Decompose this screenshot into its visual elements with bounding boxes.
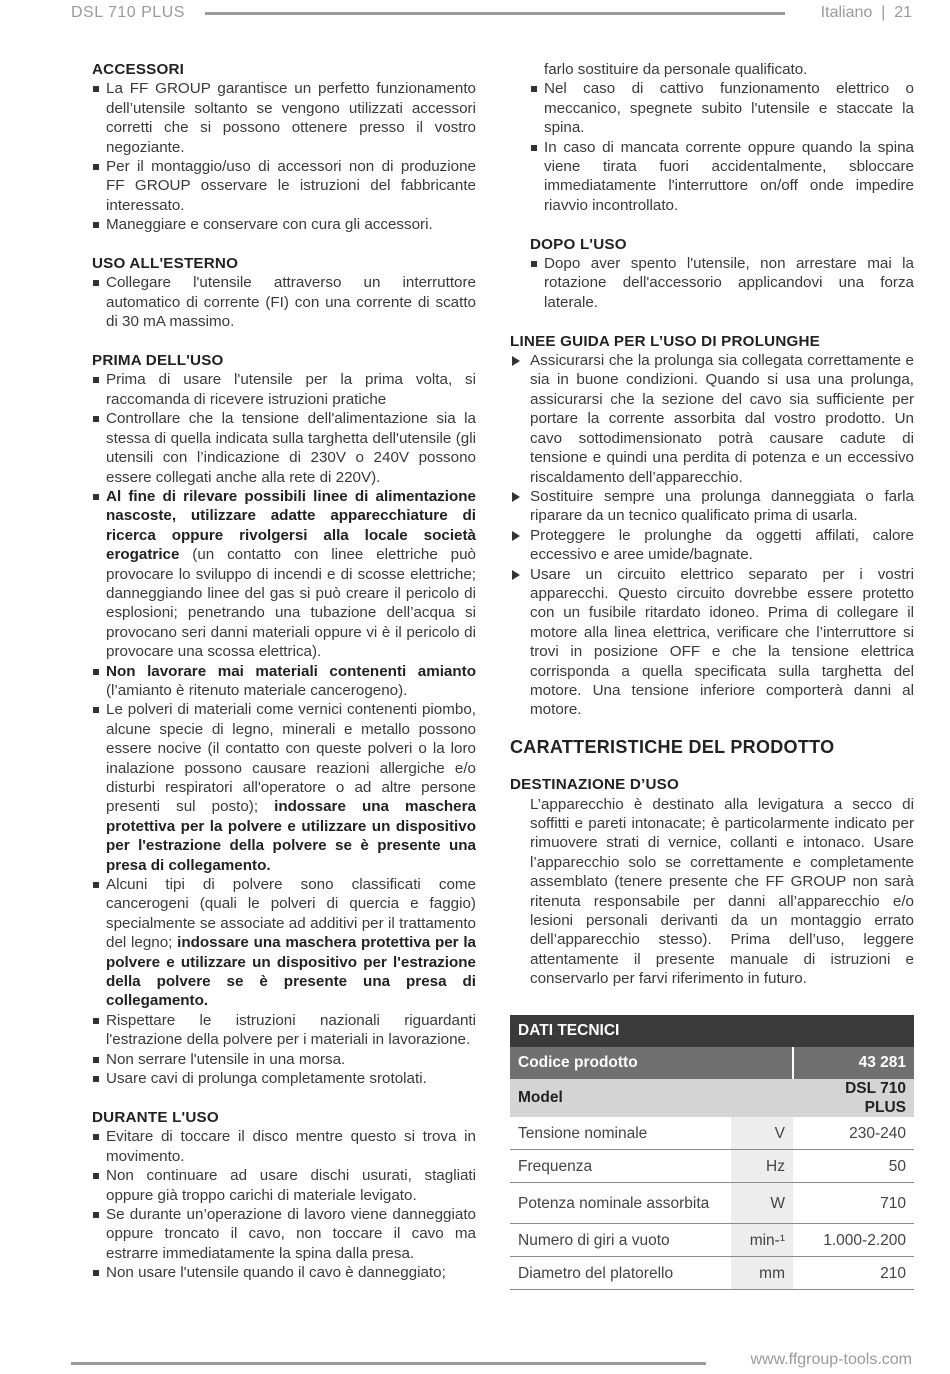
- spec-unit: min-¹: [731, 1224, 793, 1257]
- section-title-esterno: USO ALL'ESTERNO: [92, 255, 239, 273]
- list-item: Controllare che la tensione dell'alimentazione sia la stessa di quella indicata sulla targhetta dell'utensile (gli utensili con l’indicazione di 230V o 240V possono essere collegati anche alla rete di 220V).: [92, 409, 476, 487]
- list-dopo: [510, 254, 914, 312]
- section-title-accessori: ACCESSORI: [92, 61, 185, 78]
- list-item: La FF GROUP garantisce un perfetto funzionamento dell’utensile soltanto se vengono utilizzati accessori corretti che si possono ottenere presso il vostro negoziante.: [92, 79, 476, 157]
- bold-text: indossare una maschera protettiva per la polvere e utilizzare un dispositivo per l'estrazione della polvere se è presente una presa di collegamento.: [106, 934, 476, 1010]
- list-item: Assicurarsi che la prolunga sia collegata correttamente e sia in buone condizioni. Quando si usa una prolunga, assicurarsi che la sezione del cavo sia sufficiente per portare la corrente assorbita dal vostro prodotto. Un cavo sottodimensionato potrà causare cadute di tensione e quindi una perdita di potenza e un eccessivo riscaldamento dell’apparecchio.: [510, 351, 914, 487]
- header-separator: |: [881, 4, 886, 21]
- spec-unit: W: [731, 1183, 793, 1224]
- list-item: Nel caso di cattivo funzionamento elettrico o meccanico, spegnete subito l'utensile e staccate la spina.: [530, 79, 914, 137]
- list-item: Per il montaggio/uso di accessori non di produzione FF GROUP osservare le istruzioni del fabbricante interessato.: [92, 157, 476, 215]
- spec-label: Numero di giri a vuoto: [510, 1224, 731, 1257]
- right-column: [510, 60, 914, 1290]
- page-number: 21: [894, 4, 912, 21]
- spec-unit: Hz: [731, 1150, 793, 1183]
- body-text: (l’amianto è ritenuto materiale cancerogeno).: [106, 681, 408, 699]
- table-row: [510, 1183, 914, 1224]
- list-item: Rispettare le istruzioni nazionali riguardanti l'estrazione della polvere per i materiali in lavorazione.: [92, 1011, 476, 1050]
- list-esterno: [92, 273, 476, 331]
- list-item: Collegare l'utensile attraverso un interruttore automatico di corrente (FI) con una corrente di scatto di 30 mA massimo.: [92, 273, 476, 331]
- body-text: (un contatto con linee elettriche può provocare lo sviluppo di incendi e di scosse elettriche; danneggiando linee del gas si può creare il pericolo di esplosioni; penetrando una tubazione dell’acqua si provocano seri danni materiali oppure vi è il pericolo di provocare una scossa elettrica).: [106, 546, 476, 661]
- footer-rule: [71, 1362, 706, 1365]
- section-title-durante: DURANTE L'USO: [92, 1108, 219, 1126]
- spec-label: Frequenza: [510, 1150, 731, 1183]
- list-item: [92, 700, 476, 875]
- heading-caratteristiche: CARATTERISTICHE DEL PRODOTTO: [510, 736, 835, 757]
- table-model-row: [510, 1079, 914, 1118]
- body-text: Le polveri di materiali come vernici contenenti piombo, alcune specie di legno, minerali e metallo possono essere nocive (il contatto con queste polveri o la loro inalazione possono causare reazioni allergiche e/o disturbi respiratori all'operatore o ad altre persone presenti sul posto);: [106, 701, 476, 816]
- list-item: Non serrare l'utensile in una morsa.: [92, 1050, 476, 1069]
- footer-url[interactable]: www.ffgroup-tools.com: [750, 1351, 912, 1368]
- table-row: [510, 1117, 914, 1150]
- spec-unit: mm: [731, 1257, 793, 1290]
- list-item: Non continuare ad usare dischi usurati, stagliati oppure già troppo carichi di materiale levigato.: [92, 1166, 476, 1205]
- list-item: [92, 487, 476, 662]
- header-page-info: [821, 4, 912, 22]
- list-item: [92, 875, 476, 1011]
- list-item: In caso di mancata corrente oppure quando la spina viene tirata fuori accidentalmente, sbloccare immediatamente l'interruttore on/off onde impedire riavvio incontrollato.: [530, 138, 914, 216]
- header-language: Italiano: [820, 4, 873, 21]
- list-item: Non usare l'utensile quando il cavo è danneggiato;: [92, 1263, 476, 1282]
- spec-value: 1.000-2.200: [793, 1224, 914, 1257]
- spec-value: 710: [793, 1183, 914, 1224]
- list-durante-cont: [510, 79, 914, 215]
- table-row: [510, 1224, 914, 1257]
- list-durante: [92, 1127, 476, 1282]
- list-item: Sostituire sempre una prolunga danneggiata o farla riparare da un tecnico qualificato prima di usarla.: [510, 487, 914, 526]
- list-item: Evitare di toccare il disco mentre questo si trova in movimento.: [92, 1127, 476, 1166]
- list-item: Se durante un’operazione di lavoro viene danneggiato oppure troncato il cavo, non toccare il cavo ma estrarre immediatamente la spina dalla presa.: [92, 1205, 476, 1263]
- list-prolunghe: [510, 351, 914, 720]
- table-title-row: [510, 1015, 914, 1047]
- spec-value: 210: [793, 1257, 914, 1290]
- destinazione-text: L’apparecchio è destinato alla levigatura a secco di soffitti e pareti intonacate; è particolarmente indicato per rimuovere strati di vernice, collanti e intonaco. Usare l’apparecchio solo se correttamente e completamente assemblato (tenere presente che FF GROUP non sarà ritenuta responsabile per danni all’apparecchio e/o lesioni personali derivanti da un montaggio errato dell’apparecchio stesso). Prima dell’uso, leggere attentamente il presente manuale di istruzioni e conservarlo per farvi riferimento in futuro.: [530, 795, 914, 988]
- list-accessori: [92, 79, 476, 234]
- spec-label: Tensione nominale: [510, 1117, 731, 1150]
- list-item: [92, 662, 476, 701]
- technical-data-table: [510, 1015, 914, 1291]
- list-item: Dopo aver spento l'utensile, non arrestare mai la rotazione dell'accessorio applicandovi una forza laterale.: [530, 254, 914, 312]
- list-item: Maneggiare e conservare con cura gli accessori.: [92, 215, 476, 234]
- bold-text: indossare una maschera protettiva per la polvere e utilizzare un dispositivo per l'estrazione della polvere se è presente una presa di collegamento.: [106, 798, 476, 874]
- continuation-text: farlo sostituire da personale qualificato.: [544, 61, 808, 78]
- left-column: [92, 60, 476, 1283]
- section-title-prima: PRIMA DELL'USO: [92, 352, 224, 370]
- list-item: Proteggere le prolunghe da oggetti affilati, calore eccessivo e aree umide/bagnate.: [510, 526, 914, 565]
- body-text: Alcuni tipi di polvere sono classificati come cancerogeni (quali le polveri di quercia e faggio) specialmente se associate ad additivi per il trattamento del legno;: [106, 876, 476, 952]
- section-title-prolunghe: LINEE GUIDA PER L’USO DI PROLUNGHE: [510, 332, 821, 350]
- section-title-dopo: DOPO L'USO: [530, 235, 627, 253]
- spec-label: Diametro del platorello: [510, 1257, 731, 1290]
- table-code-row: [510, 1047, 914, 1079]
- list-item: Prima di usare l'utensile per la prima volta, si raccomanda di ricevere istruzioni pratiche: [92, 370, 476, 409]
- model-value: DSL 710 PLUS: [793, 1079, 914, 1118]
- model-label: Model: [510, 1079, 793, 1118]
- spec-value: 50: [793, 1150, 914, 1183]
- bold-text: Non lavorare mai materiali contenenti amianto: [106, 662, 476, 680]
- header-rule: [205, 12, 785, 15]
- spec-label: Potenza nominale assorbita: [510, 1183, 731, 1224]
- bold-text: Al fine di rilevare possibili linee di alimentazione nascoste, utilizzare adatte apparecchiature di ricerca oppure rivolgersi alla locale società erogatrice: [106, 487, 476, 564]
- spec-value: 230-240: [793, 1117, 914, 1150]
- table-title: DATI TECNICI: [510, 1015, 914, 1047]
- table-row: [510, 1150, 914, 1183]
- list-prima: [92, 370, 476, 1088]
- table-row: [510, 1257, 914, 1290]
- list-item: Usare un circuito elettrico separato per i vostri apparecchi. Questo circuito dovrebbe essere protetto con un fusibile ritardato idoneo. Prima di collegare il motore alla linea elettrica, verificare che l’interruttore si trovi in posizione OFF e che la tensione elettrica corrisponda a quella specificata sulla targhetta del motore. Una tensione inferiore comporterà danni al motore.: [510, 565, 914, 720]
- section-title-destinazione: DESTINAZIONE D’USO: [510, 776, 679, 794]
- spec-unit: V: [731, 1117, 793, 1150]
- list-item: Usare cavi di prolunga completamente srotolati.: [92, 1069, 476, 1088]
- code-value: 43 281: [793, 1047, 914, 1079]
- header-model: DSL 710 PLUS: [71, 4, 185, 21]
- code-label: Codice prodotto: [510, 1047, 793, 1079]
